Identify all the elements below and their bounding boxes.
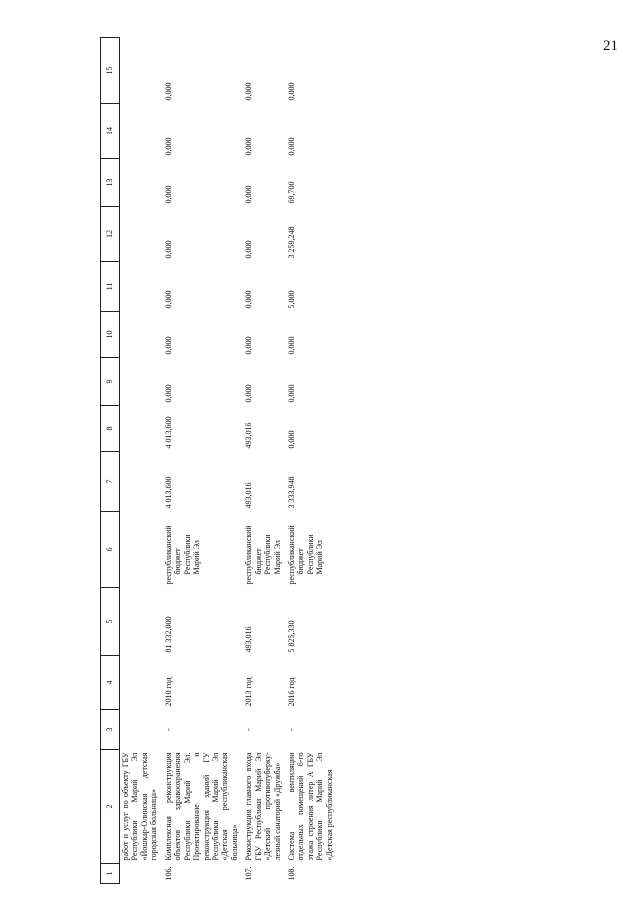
funding-source: республиканский бюджет Республики Марий Эл [287, 525, 325, 585]
cell-c13: 69,700 [287, 181, 296, 204]
cell-c13: 0,000 [244, 185, 254, 204]
row-number: 106. [163, 866, 173, 881]
cell-c3: - [244, 728, 254, 731]
cell-c12: 0,000 [244, 240, 254, 259]
table-row [284, 38, 336, 884]
funding-source: республиканский бюджет Республики Марий Эл [244, 525, 282, 585]
year-cell: 2010 год [163, 677, 173, 707]
page-number: 21 [603, 38, 618, 54]
year-cell: 2013 год [244, 677, 254, 707]
cost-cell: 5 825,330 [287, 620, 296, 653]
cell-c15: 0,000 [244, 82, 254, 101]
col-header: 7 [101, 452, 120, 512]
year-cell: 2016 год [287, 677, 296, 707]
cell-c14: 0,000 [163, 137, 173, 156]
cell-c9: 0,000 [163, 384, 173, 403]
object-name: Система вентиляции отдельных помещений 6-го этажа строения литер А ГБУ Республики Марий Эл «Детская республиканская [287, 752, 334, 861]
row-number: 107. [244, 866, 254, 881]
col-header: 9 [101, 358, 120, 406]
continuation-row [120, 38, 161, 884]
object-name: Реконструкция главного входа ГБУ Республики Марий Эл «Детский противотуберку-лезный санаторий «Дружба» [244, 752, 282, 861]
cell-c14: 0,000 [244, 137, 254, 156]
rotated-table-container [100, 38, 620, 884]
col-header: 3 [101, 710, 120, 750]
column-number-row [101, 38, 120, 884]
col-header: 13 [101, 159, 120, 207]
col-header: 11 [101, 262, 120, 312]
cell-c11: 0,000 [244, 290, 254, 309]
cell-c3: - [287, 728, 296, 731]
table-row [161, 38, 242, 884]
cell-c9: 0,000 [244, 384, 254, 403]
cell-c11: 0,000 [163, 290, 173, 309]
object-name: Комплексная реконструкция объектов здравоохранения Республики Марий Эл. Проектирование и реконструкция зданий ГУ Республики Марий Эл «Детская республиканская больница» [163, 752, 239, 861]
cell-c8: 493,016 [244, 422, 254, 449]
col-header: 1 [101, 864, 120, 884]
col-header: 6 [101, 512, 120, 588]
cell-c7: 4 013,600 [163, 476, 173, 509]
continuation-text: работ и услуг по объекту ГБУ Республики Марий Эл «Йошкар-Олинская детская городская больница» [121, 752, 159, 861]
funding-source: республиканский бюджет Республики Марий Эл [163, 525, 202, 585]
col-header: 2 [101, 750, 120, 864]
col-header: 4 [101, 656, 120, 710]
cell-c7: 493,016 [244, 482, 254, 509]
col-header: 5 [101, 588, 120, 656]
cost-cell: 81 332,000 [163, 616, 173, 653]
col-header: 10 [101, 312, 120, 358]
cell-c11: 5,000 [287, 290, 296, 309]
cell-c12: 3 259,248 [287, 226, 296, 259]
cell-c13: 0,000 [163, 185, 173, 204]
col-header: 12 [101, 207, 120, 262]
cell-c14: 0,000 [287, 137, 296, 156]
cell-c10: 0,000 [287, 336, 296, 355]
cell-c8: 4 013,600 [163, 416, 173, 449]
col-header: 14 [101, 104, 120, 159]
cell-c10: 0,000 [163, 336, 173, 355]
cell-c12: 0,000 [163, 240, 173, 259]
program-table [100, 37, 336, 884]
cell-c7: 3 333,948 [287, 476, 296, 509]
col-header: 15 [101, 38, 120, 104]
cell-c3: - [163, 728, 173, 731]
row-number: 108. [287, 866, 296, 881]
cell-c9: 0,000 [287, 384, 296, 403]
col-header: 8 [101, 406, 120, 452]
cell-c10: 0,000 [244, 336, 254, 355]
cell-c15: 0,000 [163, 82, 173, 101]
table-row [241, 38, 284, 884]
cell-c8: 0,000 [287, 430, 296, 449]
cost-cell: 493,016 [244, 626, 254, 653]
cell-c15: 0,000 [287, 82, 296, 101]
